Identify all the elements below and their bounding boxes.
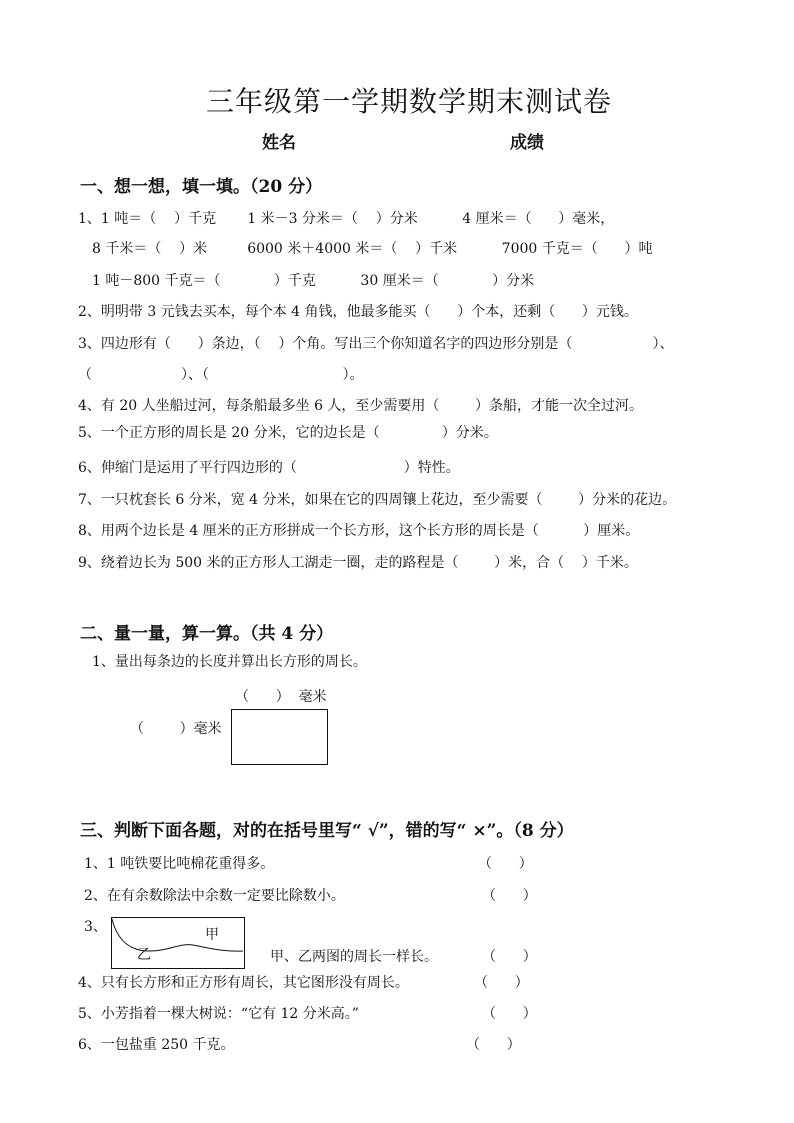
rect-left-label: （ ）毫米 bbox=[130, 721, 222, 737]
s3-item-2-paren: （ ） bbox=[482, 888, 537, 904]
s2-instruction: 1、量出每条边的长度并算出长方形的周长。 bbox=[92, 654, 367, 670]
s1-line-4: 2、明明带 3 元钱去买本，每个本 4 角钱，他最多能买（ ）个本，还剩（ ）元钱。 bbox=[78, 304, 638, 320]
s1-line-8: 5、一个正方形的周长是 20 分米，它的边长是（ ）分米。 bbox=[78, 425, 498, 441]
s3-item-6-text: 6、一包盐重 250 千克。 bbox=[78, 1037, 235, 1053]
s3-item-4-text: 4、只有长方形和正方形有周长，其它图形没有周长。 bbox=[78, 975, 409, 991]
s3-item-3-num: 3、 bbox=[84, 919, 107, 935]
s3-item-5-text: 5、小芳指着一棵大树说：“它有 12 分米高。” bbox=[78, 1006, 359, 1022]
name-label: 姓名 bbox=[262, 133, 296, 153]
s3-item-1-text: 1、1 吨铁要比吨棉花重得多。 bbox=[84, 856, 275, 872]
s1-line-7: 4、有 20 人坐船过河，每条船最多坐 6 人，至少需要用（ ）条船，才能一次全过河。 bbox=[78, 398, 644, 414]
s3-item-3-paren: （ ） bbox=[482, 949, 537, 965]
s1-line-10: 7、一只枕套长 6 分米，宽 4 分米，如果在它的四周镶上花边，至少需要（ ）分米的花边。 bbox=[78, 492, 677, 508]
s3-item-5-paren: （ ） bbox=[482, 1006, 537, 1022]
shape-divider-curve bbox=[111, 917, 245, 969]
page-title: 三年级第一学期数学期末测试卷 bbox=[206, 85, 613, 118]
shape-label-jia: 甲 bbox=[205, 927, 219, 943]
s1-line-9: 6、伸缩门是运用了平行四边形的（ ）特性。 bbox=[78, 460, 460, 476]
s1-line-5: 3、四边形有（ ）条边，（ ）个角。写出三个你知道名字的四边形分别是（ ）、 bbox=[78, 336, 674, 352]
section1-heading: 一、想一想，填一填。（20 分） bbox=[80, 177, 323, 197]
s1-line-11: 8、用两个边长是 4 厘米的正方形拼成一个长方形，这个长方形的周长是（ ）厘米。 bbox=[78, 523, 640, 539]
section3-heading: 三、判断下面各题，对的在括号里写“ √”，错的写“ ×”。（8 分） bbox=[80, 821, 574, 841]
s3-item-4-paren: （ ） bbox=[474, 975, 529, 991]
score-label: 成绩 bbox=[510, 133, 544, 153]
shape-label-yi: 乙 bbox=[137, 947, 151, 963]
rect-top-label: （ ） 毫米 bbox=[235, 689, 327, 705]
s1-line-1: 1、1 吨＝（ ）千克 1 米－3 分米＝（ ）分米 4 厘米＝（ ）毫米， bbox=[78, 211, 615, 227]
s3-item-2-text: 2、在有余数除法中余数一定要比除数小。 bbox=[84, 888, 345, 904]
section2-heading: 二、量一量，算一算。（共 4 分） bbox=[80, 624, 334, 644]
s1-line-6: （ ）、（ ）。 bbox=[78, 367, 364, 383]
s3-item-3-text: 甲、乙两图的周长一样长。 bbox=[270, 949, 438, 965]
s1-line-2: 8 千米＝（ ）米 6000 米＋4000 米＝（ ）千米 7000 千克＝（ ）吨 bbox=[92, 241, 653, 257]
measure-rectangle bbox=[231, 709, 328, 765]
s3-item-6-paren: （ ） bbox=[466, 1037, 521, 1053]
s1-line-3: 1 吨－800 千克＝（ ）千克 30 厘米＝（ ）分米 bbox=[92, 273, 535, 289]
s1-line-12: 9、绕着边长为 500 米的正方形人工湖走一圈，走的路程是（ ）米，合（ ）千米。 bbox=[78, 555, 638, 571]
s3-item-1-paren: （ ） bbox=[478, 856, 533, 872]
